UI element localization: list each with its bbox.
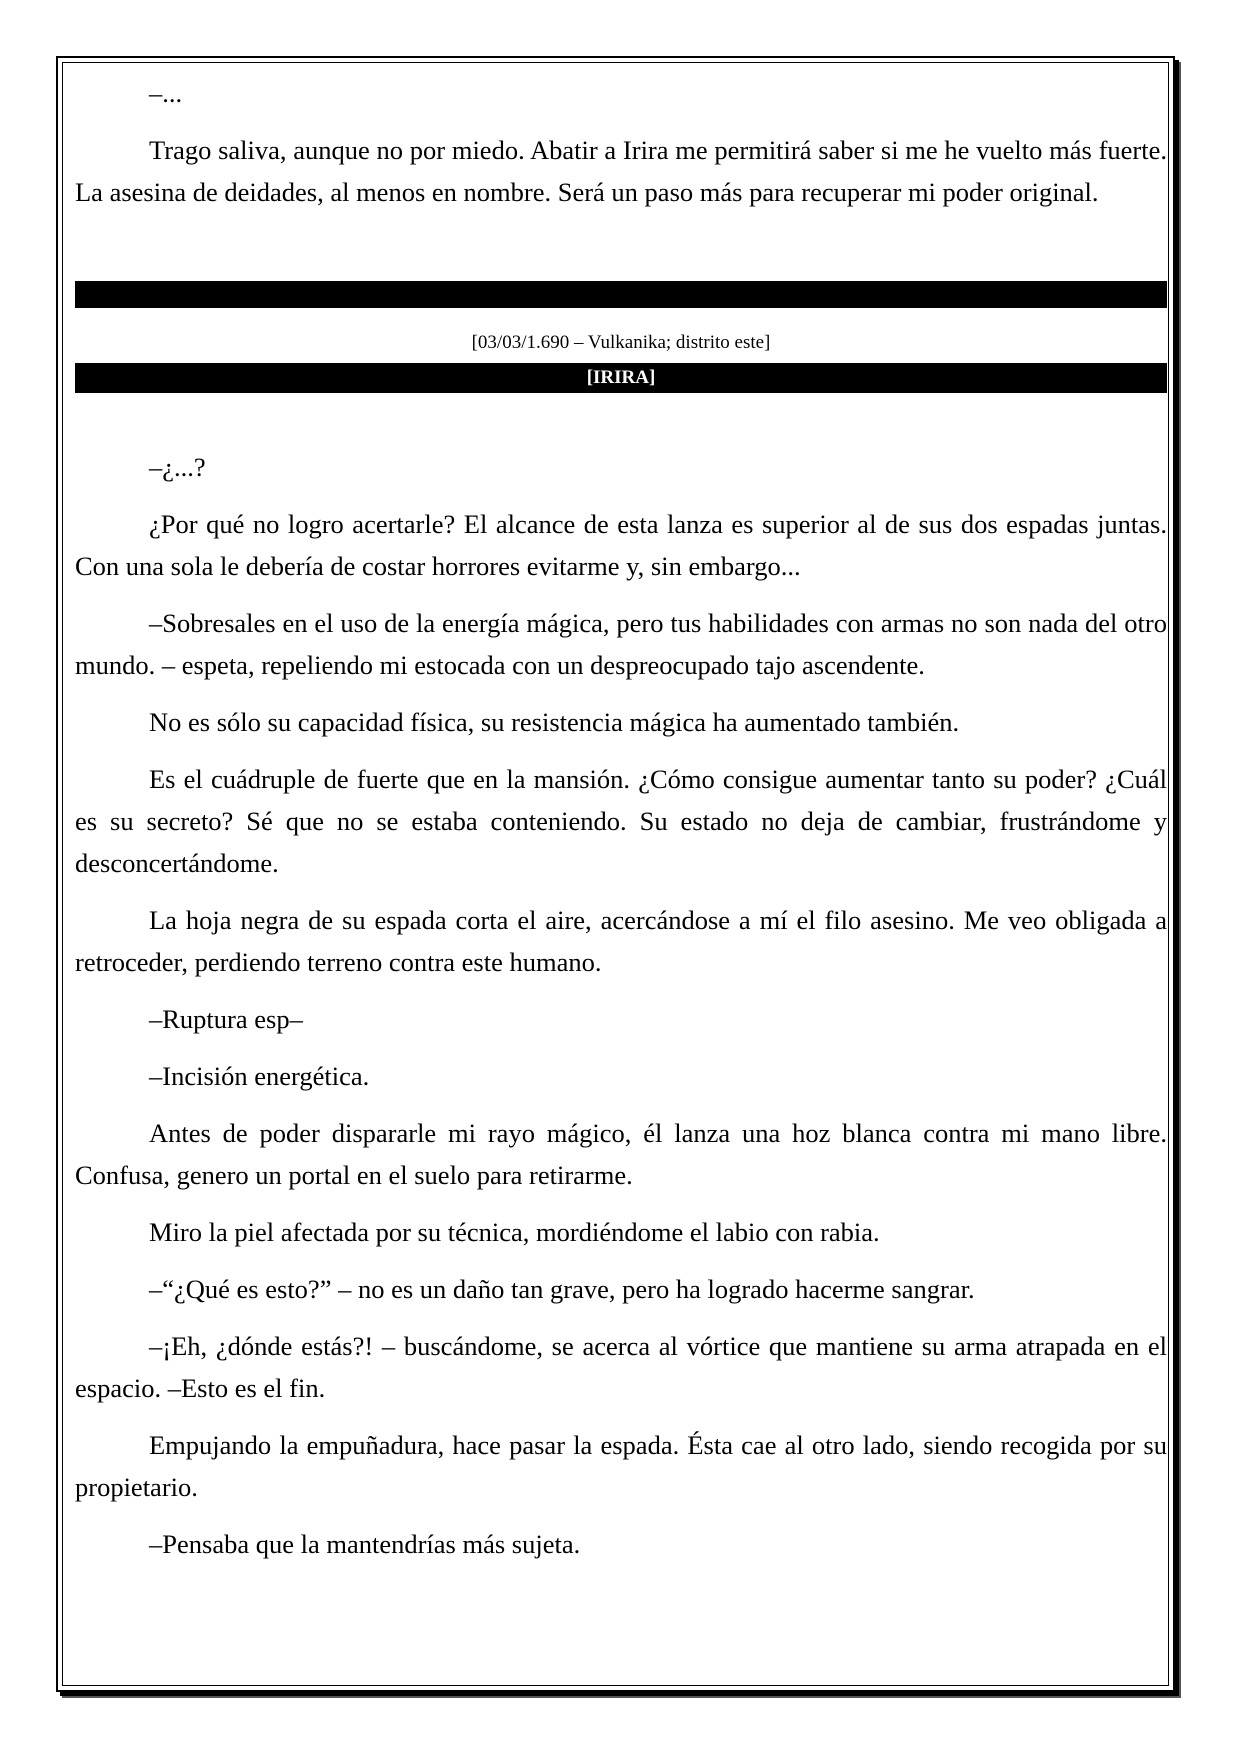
paragraph: –Pensaba que la mantendrías más sujeta.	[149, 1529, 581, 1559]
scene-divider-bar	[75, 281, 1167, 308]
scene-date-location: [03/03/1.690 – Vulkanika; distrito este]	[471, 332, 771, 353]
paragraph: –Ruptura esp–	[149, 1004, 303, 1034]
paragraph: –¿...?	[149, 452, 206, 482]
document-body	[75, 72, 1167, 1580]
paragraph: –“¿Qué es esto?” – no es un daño tan grave, pero ha logrado hacerme sangrar.	[149, 1274, 975, 1304]
paragraph: La hoja negra de su espada corta el aire, acercándose a mí el filo asesino. Me veo obligada a retroceder, perdiendo terreno contra este humano.	[75, 905, 1167, 977]
scene-character-header: [IRIRA]	[75, 363, 1167, 393]
paragraph: –¡Eh, ¿dónde estás?! – buscándome, se acerca al vórtice que mantiene su arma atrapada en el espacio. –Esto es el fin.	[75, 1331, 1167, 1403]
paragraph: Trago saliva, aunque no por miedo. Abatir a Irira me permitirá saber si me he vuelto más fuerte. La asesina de deidades, al menos en nombre. Será un paso más para recuperar mi poder original.	[75, 135, 1167, 207]
paragraph: Miro la piel afectada por su técnica, mordiéndome el labio con rabia.	[149, 1217, 880, 1247]
paragraph: No es sólo su capacidad física, su resistencia mágica ha aumentado también.	[149, 707, 960, 737]
paragraph: Empujando la empuñadura, hace pasar la espada. Ésta cae al otro lado, siendo recogida por su propietario.	[75, 1430, 1167, 1502]
paragraph: –...	[149, 78, 183, 108]
paragraph: ¿Por qué no logro acertarle? El alcance de esta lanza es superior al de sus dos espadas juntas. Con una sola le debería de costar horrores evitarme y, sin embargo...	[75, 509, 1167, 581]
paragraph: –Incisión energética.	[149, 1061, 370, 1091]
paragraph: Es el cuádruple de fuerte que en la mansión. ¿Cómo consigue aumentar tanto su poder? ¿Cuál es su secreto? Sé que no se estaba conteniendo. Su estado no deja de cambiar, frustrándome y desconcertándome.	[75, 764, 1167, 878]
paragraph: –Sobresales en el uso de la energía mágica, pero tus habilidades con armas no son nada del otro mundo. – espeta, repeliendo mi estocada con un despreocupado tajo ascendente.	[75, 608, 1167, 680]
paragraph: Antes de poder dispararle mi rayo mágico, él lanza una hoz blanca contra mi mano libre. Confusa, genero un portal en el suelo para retirarme.	[75, 1118, 1167, 1190]
